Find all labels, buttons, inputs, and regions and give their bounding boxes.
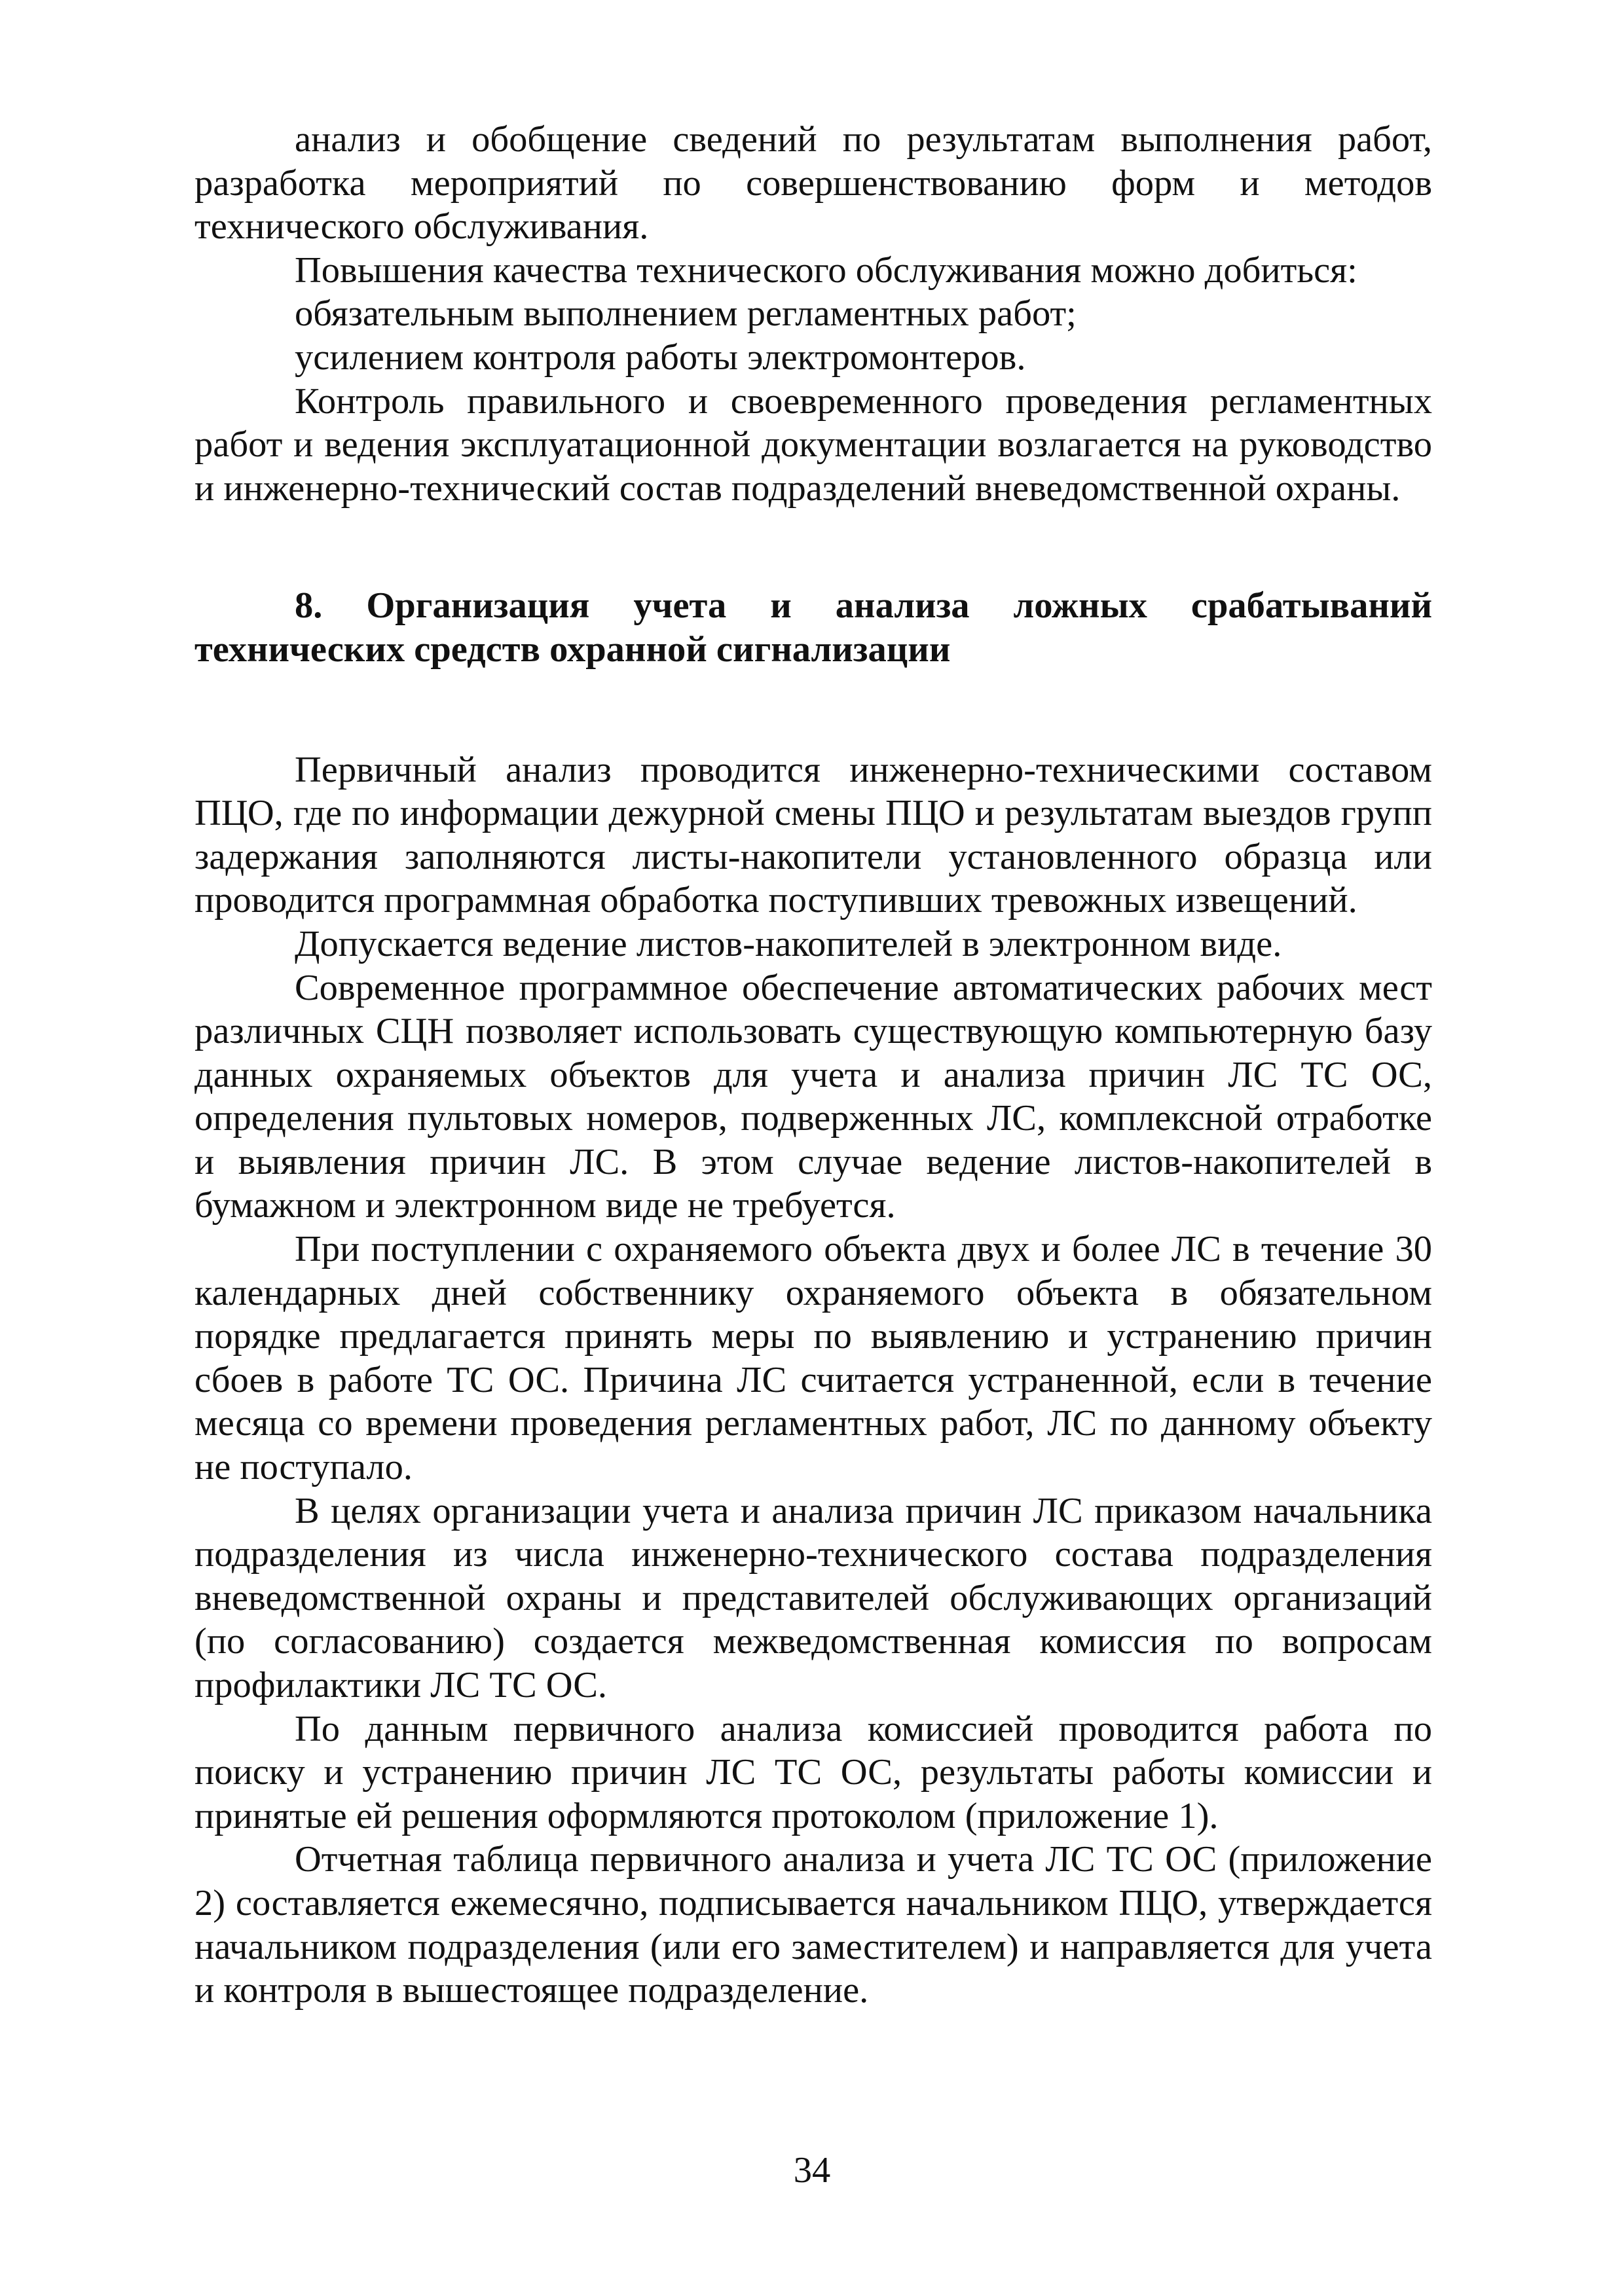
body-paragraph: Отчетная таблица первичного анализа и учета ЛС ТС ОС (приложение 2) составляется ежемесячно, подписывается начальником ПЦО, утверждается начальником подразделения (или его заместителем) и направляется для учета и контроля в вышестоящее подразделение.: [194, 1839, 1432, 2011]
document-page: [194, 118, 1432, 2013]
intro-list-item: усилением контроля работы электромонтеров.: [295, 337, 1026, 378]
body-paragraph: Допускается ведение листов-накопителей в электронном виде.: [295, 923, 1282, 964]
body-paragraph: Современное программное обеспечение автоматических рабочих мест различных СЦН позволяет использовать существующую компьютерную базу данных охраняемых объектов для учета и анализа причин ЛС ТС ОС, определения пультовых номеров, подверженных ЛС, комплексной отработке и выявления причин ЛС. В этом случае ведение листов-накопителей в бумажном и электронном виде не требуется.: [194, 967, 1432, 1226]
section-heading: 8. Организация учета и анализа ложных срабатываний технических средств охранной сигнализации: [194, 585, 1432, 670]
intro-paragraph: Контроль правильного и своевременного проведения регламентных работ и ведения эксплуатационной документации возлагается на руководство и инженерно-технический состав подразделений вневедомственной охраны.: [194, 380, 1432, 509]
intro-list-item: обязательным выполнением регламентных работ;: [295, 293, 1077, 335]
body-paragraph: В целях организации учета и анализа причин ЛС приказом начальника подразделения из числа инженерно-технического состава подразделения вневедомственной охраны и представителей обслуживающих организаций (по согласованию) создается межведомственная комиссия по вопросам профилактики ЛС ТС ОС.: [194, 1490, 1432, 1705]
section-body: [194, 748, 1432, 2013]
intro-paragraph: Повышения качества технического обслуживания можно добиться:: [295, 249, 1357, 291]
body-paragraph: Первичный анализ проводится инженерно-техническими составом ПЦО, где по информации дежурной смены ПЦО и результатам выездов групп задержания заполняются листы-накопители установленного образца или проводится программная обработка поступивших тревожных извещений.: [194, 749, 1432, 921]
body-paragraph: По данным первичного анализа комиссией проводится работа по поиску и устранению причин ЛС ТС ОС, результаты работы комиссии и принятые ей решения оформляются протоколом (приложение 1).: [194, 1708, 1432, 1836]
intro-text-block: [194, 118, 1432, 510]
intro-paragraph: анализ и обобщение сведений по результатам выполнения работ, разработка мероприятий по совершенствованию форм и методов технического обслуживания.: [194, 119, 1432, 247]
body-paragraph: При поступлении с охраняемого объекта двух и более ЛС в течение 30 календарных дней собственнику охраняемого объекта в обязательном порядке предлагается принять меры по выявлению и устранению причин сбоев в работе ТС ОС. Причина ЛС считается устраненной, если в течение месяца со времени проведения регламентных работ, ЛС по данному объекту не поступало.: [194, 1229, 1432, 1488]
page-number: 34: [793, 2150, 831, 2191]
